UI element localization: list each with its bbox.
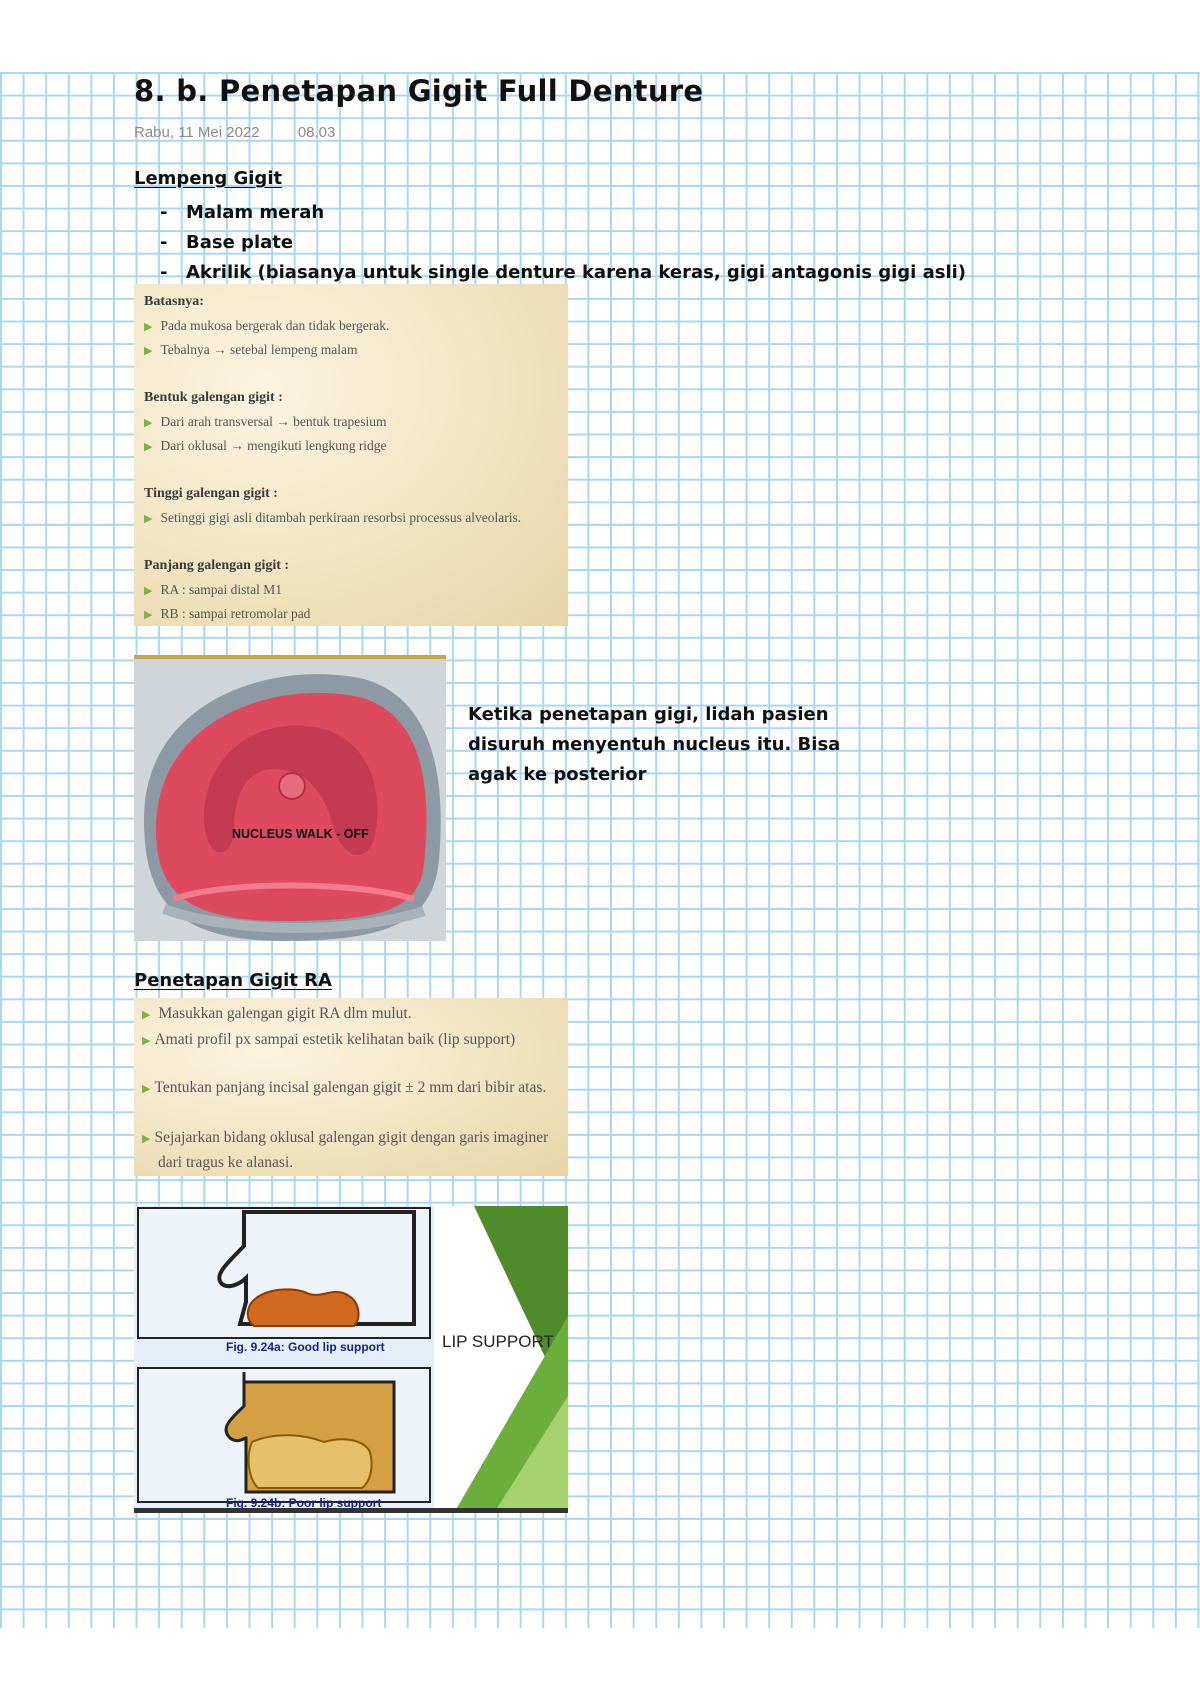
triangle-bullet-icon: ▶: [142, 1035, 151, 1047]
slide-bullet: ▶ Sejajarkan bidang oklusal galengan gigit dengan garis imaginer dari tragus ke alanasi.: [142, 1129, 549, 1171]
slide-heading: Tinggi galengan gigit :: [144, 486, 278, 501]
figure-caption-poor: Fig. 9.24b: Poor lip support: [226, 1496, 382, 1510]
wax-rim-photo: [134, 655, 446, 941]
page-meta: [134, 124, 335, 141]
list-item-text: Base plate: [186, 232, 294, 253]
slide-bullet: ▶ Setinggi gigi asli ditambah perkiraan resorbsi processus alveolaris.: [144, 510, 522, 525]
list-item: [160, 228, 966, 258]
triangle-bullet-icon: ▶: [144, 585, 153, 597]
slide-bullet: ▶ Dari oklusal → mengikuti lengkung ridge: [144, 438, 387, 453]
section-heading-lempeng-gigit: Lempeng Gigit: [134, 168, 283, 189]
triangle-bullet-icon: ▶: [144, 417, 153, 429]
slide-bullet: ▶ Masukkan galengan gigit RA dlm mulut.: [142, 1005, 412, 1022]
slide-image-penetapan-ra: [134, 998, 568, 1176]
slide-bullet: ▶ Tebalnya → setebal lempeng malam: [144, 342, 358, 357]
slide-heading: Bentuk galengan gigit :: [144, 390, 283, 405]
handwritten-note: Ketika penetapan gigi, lidah pasien disuruh menyentuh nucleus itu. Bisa agak ke posterior: [468, 704, 841, 785]
slide-bullet: ▶ Pada mukosa bergerak dan tidak bergerak.: [144, 318, 390, 333]
slide-bullet: ▶ RA : sampai distal M1: [144, 582, 282, 597]
dash-bullet: -: [160, 262, 168, 283]
list-item-text: Malam merah: [186, 202, 325, 223]
triangle-bullet-icon: ▶: [144, 441, 153, 453]
slide-bullet: ▶ RB : sampai retromolar pad: [144, 606, 311, 621]
triangle-bullet-icon: ▶: [144, 321, 153, 333]
triangle-bullet-icon: ▶: [142, 1009, 151, 1021]
wax-rim-illustration: [134, 659, 446, 941]
triangle-bullet-icon: ▶: [144, 609, 153, 621]
slide-bullet: ▶ Tentukan panjang incisal galengan gigit ± 2 mm dari bibir atas.: [142, 1079, 547, 1096]
slide-image-batasnya: [134, 284, 568, 626]
list-item: [160, 198, 966, 228]
dash-bullet: -: [160, 232, 168, 253]
lip-support-figure: [134, 1206, 568, 1513]
slide-heading: Panjang galengan gigit :: [144, 558, 290, 573]
figure-caption-good: Fig. 9.24a: Good lip support: [226, 1340, 385, 1354]
slide-heading: Batasnya:: [144, 294, 204, 309]
slide-bullet: ▶ Dari arah transversal → bentuk trapesium: [144, 414, 387, 429]
triangle-bullet-icon: ▶: [142, 1083, 151, 1095]
triangle-bullet-icon: ▶: [142, 1133, 151, 1145]
section-heading-penetapan-gigit-ra: Penetapan Gigit RA: [134, 970, 332, 991]
lip-support-label: LIP SUPPORT: [442, 1332, 554, 1351]
lempeng-gigit-list: [160, 198, 966, 288]
triangle-bullet-icon: ▶: [144, 513, 153, 525]
photo-label: NUCLEUS WALK - OFF: [232, 827, 369, 841]
list-item-text: Akrilik (biasanya untuk single denture karena keras, gigi antagonis gigi asli): [186, 262, 967, 283]
slide-bullet: ▶ Amati profil px sampai estetik kelihatan baik (lip support): [142, 1031, 516, 1048]
page-time: 08.03: [297, 124, 336, 141]
page-date: Rabu, 11 Mei 2022: [134, 124, 260, 141]
page-title: 8. b. Penetapan Gigit Full Denture: [134, 74, 704, 108]
dash-bullet: -: [160, 202, 168, 223]
lip-support-illustration: [134, 1206, 568, 1513]
triangle-bullet-icon: ▶: [144, 345, 153, 357]
